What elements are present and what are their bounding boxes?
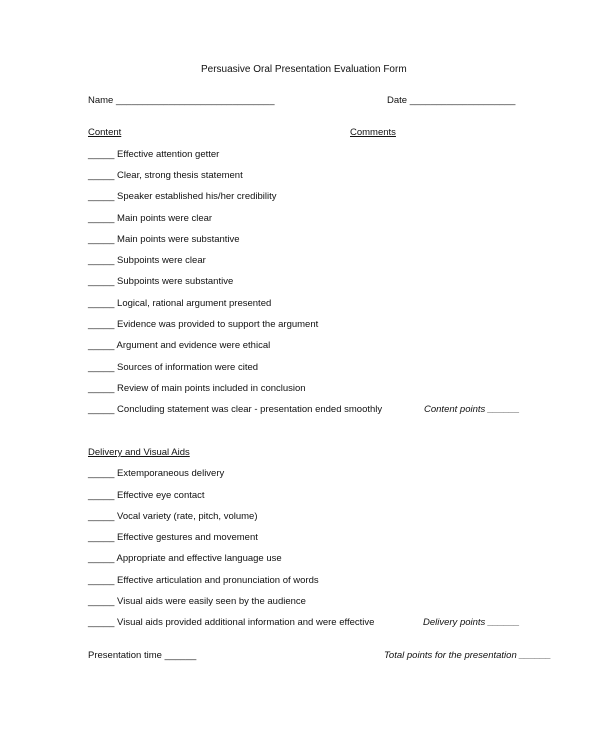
content-item: _____ Concluding statement was clear - presentation ended smoothly bbox=[88, 404, 383, 415]
date-field: Date ____________________ bbox=[387, 95, 516, 106]
delivery-item: _____ Appropriate and effective language use bbox=[88, 553, 282, 564]
content-item: _____ Review of main points included in conclusion bbox=[88, 383, 306, 394]
name-field: Name ______________________________ bbox=[88, 95, 275, 106]
delivery-points-field: Delivery points ______ bbox=[423, 617, 520, 628]
delivery-item: _____ Vocal variety (rate, pitch, volume) bbox=[88, 511, 258, 522]
delivery-item: _____ Effective articulation and pronunciation of words bbox=[88, 575, 319, 586]
comments-heading: Comments bbox=[350, 127, 396, 138]
form-title: Persuasive Oral Presentation Evaluation Form bbox=[201, 64, 407, 75]
content-item: _____ Subpoints were substantive bbox=[88, 276, 234, 287]
content-item: _____ Effective attention getter bbox=[88, 149, 220, 160]
presentation-time-field: Presentation time ______ bbox=[88, 650, 197, 661]
delivery-item: _____ Effective gestures and movement bbox=[88, 532, 258, 543]
content-points-field: Content points ______ bbox=[424, 404, 520, 415]
content-item: _____ Logical, rational argument presented bbox=[88, 298, 272, 309]
content-item: _____ Subpoints were clear bbox=[88, 255, 206, 266]
delivery-item: _____ Extemporaneous delivery bbox=[88, 468, 225, 479]
content-item: _____ Argument and evidence were ethical bbox=[88, 340, 271, 351]
content-item: _____ Main points were clear bbox=[88, 213, 213, 224]
content-item: _____ Main points were substantive bbox=[88, 234, 240, 245]
content-item: _____ Clear, strong thesis statement bbox=[88, 170, 243, 181]
content-heading: Content bbox=[88, 127, 122, 138]
delivery-item: _____ Visual aids were easily seen by the audience bbox=[88, 596, 306, 607]
total-points-field: Total points for the presentation ______ bbox=[384, 650, 552, 661]
content-item: _____ Evidence was provided to support the argument bbox=[88, 319, 319, 330]
delivery-heading: Delivery and Visual Aids bbox=[88, 447, 190, 458]
content-item: _____ Sources of information were cited bbox=[88, 362, 259, 373]
content-item: _____ Speaker established his/her credibility bbox=[88, 191, 277, 202]
delivery-item: _____ Visual aids provided additional information and were effective bbox=[88, 617, 375, 628]
delivery-item: _____ Effective eye contact bbox=[88, 490, 205, 501]
